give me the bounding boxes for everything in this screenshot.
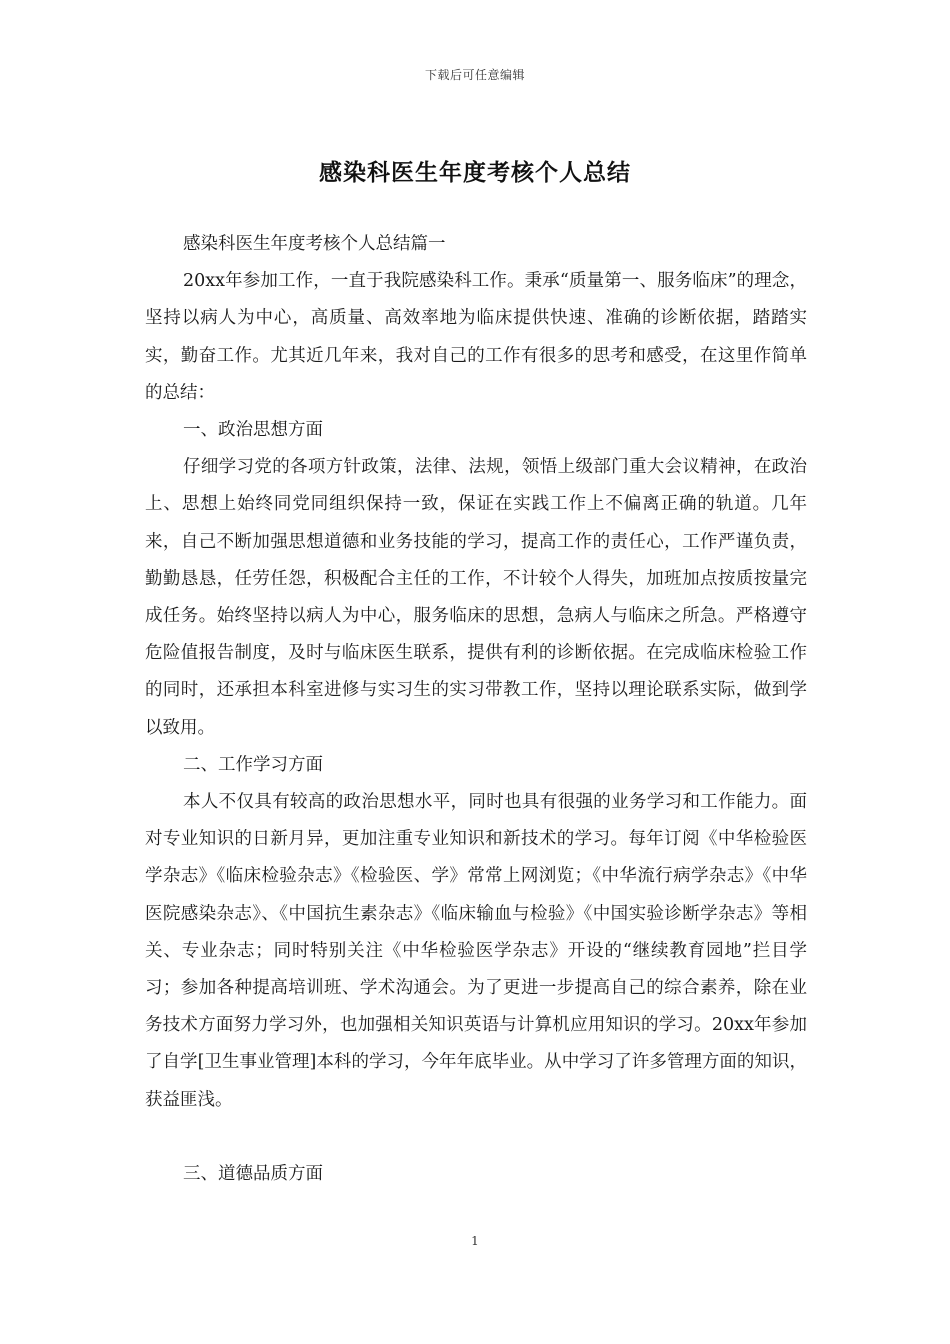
section-heading-politics: 一、政治思想方面	[183, 420, 323, 441]
header-note: 下载后可任意编辑	[424, 68, 525, 82]
paragraph-spacer	[145, 1119, 807, 1156]
document-title: 感染科医生年度考核个人总结	[319, 159, 631, 186]
section-body-work-study: 本人不仅具有较高的政治思想水平，同时也具有很强的业务学习和工作能力。面对专业知识的日新月异，更加注重专业知识和新技术的学习。每年订阅《中华检验医学杂志》《临床检验杂志》《检验医、学》常常上网浏览；《中华流行病学杂志》《中华医院感染杂志》、《中国抗生素杂志》《临床输血与检验》《中国实验诊断学杂志》等相关、专业杂志；同时特别关注《中华检验医学杂志》开设的“继续教育园地”拦目学习；参加各种提高培训班、学术沟通会。为了更进一步提高自己的综合素养，除在业务技术方面努力学习外，也加强相关知识英语与计算机应用知识的学习。20xx年参加了自学[卫生事业管理]本科的学习，今年年底毕业。从中学习了许多管理方面的知识，获益匪浅。	[145, 792, 807, 1110]
subtitle: 感染科医生年度考核个人总结篇一	[183, 234, 446, 254]
section-heading-work-study: 二、工作学习方面	[183, 754, 323, 775]
section-heading-morality: 三、道德品质方面	[183, 1163, 323, 1184]
section-body-politics: 仔细学习党的各项方针政策，法律、法规，领悟上级部门重大会议精神，在政治上、思想上始终同党同组织保持一致，保证在实践工作上不偏离正确的轨道。几年来，自己不断加强思想道德和业务技能的学习，提高工作的责任心，工作严谨负责，勤勤恳恳，任劳任怨，积极配合主任的工作，不计较个人得失，加班加点按质按量完成任务。始终坚持以病人为中心，服务临床的思想，急病人与临床之所急。严格遵守危险值报告制度，及时与临床医生联系，提供有利的诊断依据。在完成临床检验工作的同时，还承担本科室进修与实习生的实习带教工作，坚持以理论联系实际，做到学以致用。	[145, 457, 807, 738]
intro-paragraph: 20xx年参加工作，一直于我院感染科工作。秉承“质量第一、服务临床”的理念，坚持以病人为中心，高质量、高效率地为临床提供快速、准确的诊断依据，踏踏实实，勤奋工作。尤其近几年来，我对自己的工作有很多的思考和感受，在这里作简单的总结：	[145, 271, 807, 403]
page-number: 1	[471, 1234, 479, 1248]
document-body	[145, 226, 807, 1193]
